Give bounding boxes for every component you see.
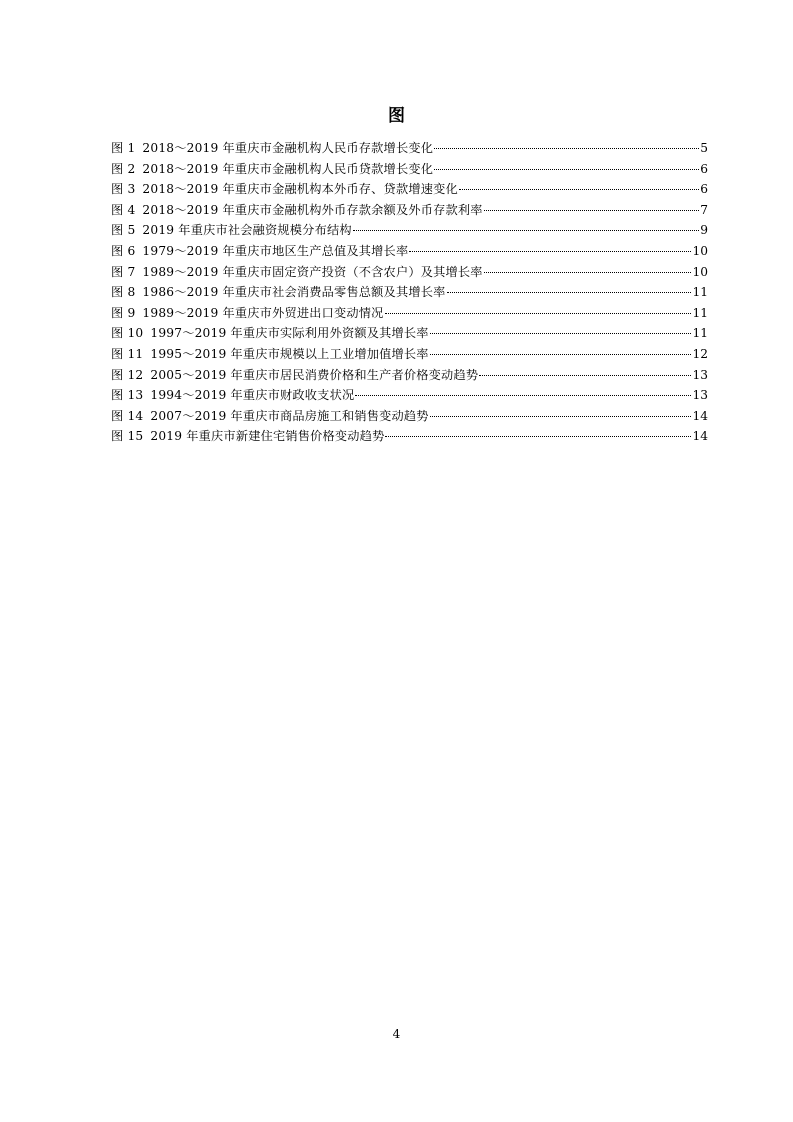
toc-entry-label [111, 241, 408, 262]
toc-entry[interactable] [111, 385, 708, 406]
toc-entry-label [111, 138, 433, 159]
dot-leader [430, 342, 692, 355]
page-reference: 9 [700, 223, 708, 238]
toc-entry[interactable] [111, 365, 708, 386]
toc-entry[interactable] [111, 426, 708, 447]
page-reference: 13 [692, 388, 708, 403]
dot-leader [430, 404, 692, 417]
figure-number: 图 15 [111, 429, 144, 444]
toc-heading: 图 [388, 106, 405, 126]
figure-title: 1997～2019 年重庆市实际利用外资额及其增长率 [150, 326, 429, 341]
figure-number: 图 4 [111, 202, 136, 217]
toc-entry[interactable] [111, 138, 708, 159]
dot-leader [479, 363, 691, 376]
figure-number: 图 13 [111, 388, 144, 403]
figure-title: 2018～2019 年重庆市金融机构人民币贷款增长变化 [142, 161, 434, 176]
figure-title: 1989～2019 年重庆市外贸进出口变动情况 [142, 305, 384, 320]
toc-entry[interactable] [111, 159, 708, 180]
toc-entry-label [111, 426, 384, 447]
figure-number: 图 7 [111, 264, 136, 279]
dot-leader [355, 383, 691, 396]
figure-title: 2019 年重庆市社会融资规模分布结构 [142, 223, 352, 238]
toc-entry-label [111, 200, 483, 221]
figure-number: 图 8 [111, 285, 136, 300]
toc-entry[interactable] [111, 344, 708, 365]
page-reference: 6 [700, 182, 708, 197]
page-reference: 5 [700, 141, 708, 155]
toc-entry-label [111, 220, 352, 241]
toc-entry-label [111, 323, 429, 344]
toc-entry-label [111, 406, 429, 427]
page-reference: 11 [692, 285, 708, 300]
toc-entry[interactable] [111, 200, 708, 221]
dot-leader [385, 301, 692, 314]
figure-title: 2007～2019 年重庆市商品房施工和销售变动趋势 [150, 408, 429, 423]
figure-number: 图 2 [111, 161, 136, 176]
toc-entry[interactable] [111, 303, 708, 324]
toc-entry-label [111, 282, 446, 303]
dot-leader [353, 218, 699, 231]
toc-entry-label [111, 385, 354, 406]
figure-number: 图 12 [111, 367, 144, 382]
toc-entry-label [111, 303, 384, 324]
toc-entry-label [111, 365, 478, 386]
toc-entry-label [111, 344, 429, 365]
figure-title: 1986～2019 年重庆市社会消费品零售总额及其增长率 [142, 285, 446, 300]
toc-entry-label [111, 159, 433, 180]
page-reference: 7 [700, 202, 708, 217]
dot-leader [484, 260, 692, 273]
figure-number: 图 10 [111, 326, 144, 341]
page-reference: 6 [700, 161, 708, 176]
figure-number: 图 5 [111, 223, 136, 238]
dot-leader [430, 321, 692, 334]
figure-title: 1989～2019 年重庆市固定资产投资（不含农户）及其增长率 [142, 264, 483, 279]
page-reference: 11 [692, 326, 708, 341]
figure-number: 图 3 [111, 182, 136, 197]
page-reference: 10 [692, 243, 708, 258]
figure-title: 2018～2019 年重庆市金融机构外币存款余额及外币存款利率 [142, 202, 483, 217]
toc-entry[interactable] [111, 262, 708, 283]
figure-title: 1995～2019 年重庆市规模以上工业增加值增长率 [150, 346, 429, 361]
figure-number: 图 6 [111, 243, 136, 258]
toc-entry[interactable] [111, 220, 708, 241]
toc-entry[interactable] [111, 406, 708, 427]
toc-entry[interactable] [111, 282, 708, 303]
figure-title: 2018～2019 年重庆市金融机构本外币存、贷款增速变化 [142, 182, 458, 197]
toc-entry[interactable] [111, 323, 708, 344]
toc-entry-label [111, 262, 483, 283]
dot-leader [434, 157, 699, 170]
page-reference: 10 [692, 264, 708, 279]
dot-leader [385, 424, 691, 437]
figure-number: 图 9 [111, 305, 136, 320]
page-reference: 14 [692, 408, 708, 423]
toc-entry[interactable] [111, 179, 708, 200]
dot-leader [459, 177, 699, 190]
figure-title: 2005～2019 年重庆市居民消费价格和生产者价格变动趋势 [150, 367, 479, 382]
dot-leader [409, 239, 691, 252]
toc-entry[interactable] [111, 241, 708, 262]
dot-leader [447, 280, 692, 293]
figure-list [111, 138, 708, 447]
page-reference: 13 [692, 367, 708, 382]
figure-number: 图 1 [111, 141, 136, 155]
figure-title: 1979～2019 年重庆市地区生产总值及其增长率 [142, 243, 409, 258]
figure-title: 2019 年重庆市新建住宅销售价格变动趋势 [150, 429, 385, 444]
page-reference: 12 [692, 346, 708, 361]
page-number: 4 [392, 1027, 401, 1041]
page-reference: 11 [692, 305, 708, 320]
dot-leader [484, 198, 700, 211]
toc-entry-label [111, 179, 458, 200]
page-reference: 14 [692, 429, 708, 444]
dot-leader [434, 136, 699, 149]
figure-number: 图 11 [111, 346, 144, 361]
figure-title: 2018～2019 年重庆市金融机构人民币存款增长变化 [142, 141, 434, 155]
figure-number: 图 14 [111, 408, 144, 423]
figure-title: 1994～2019 年重庆市财政收支状况 [150, 388, 355, 403]
